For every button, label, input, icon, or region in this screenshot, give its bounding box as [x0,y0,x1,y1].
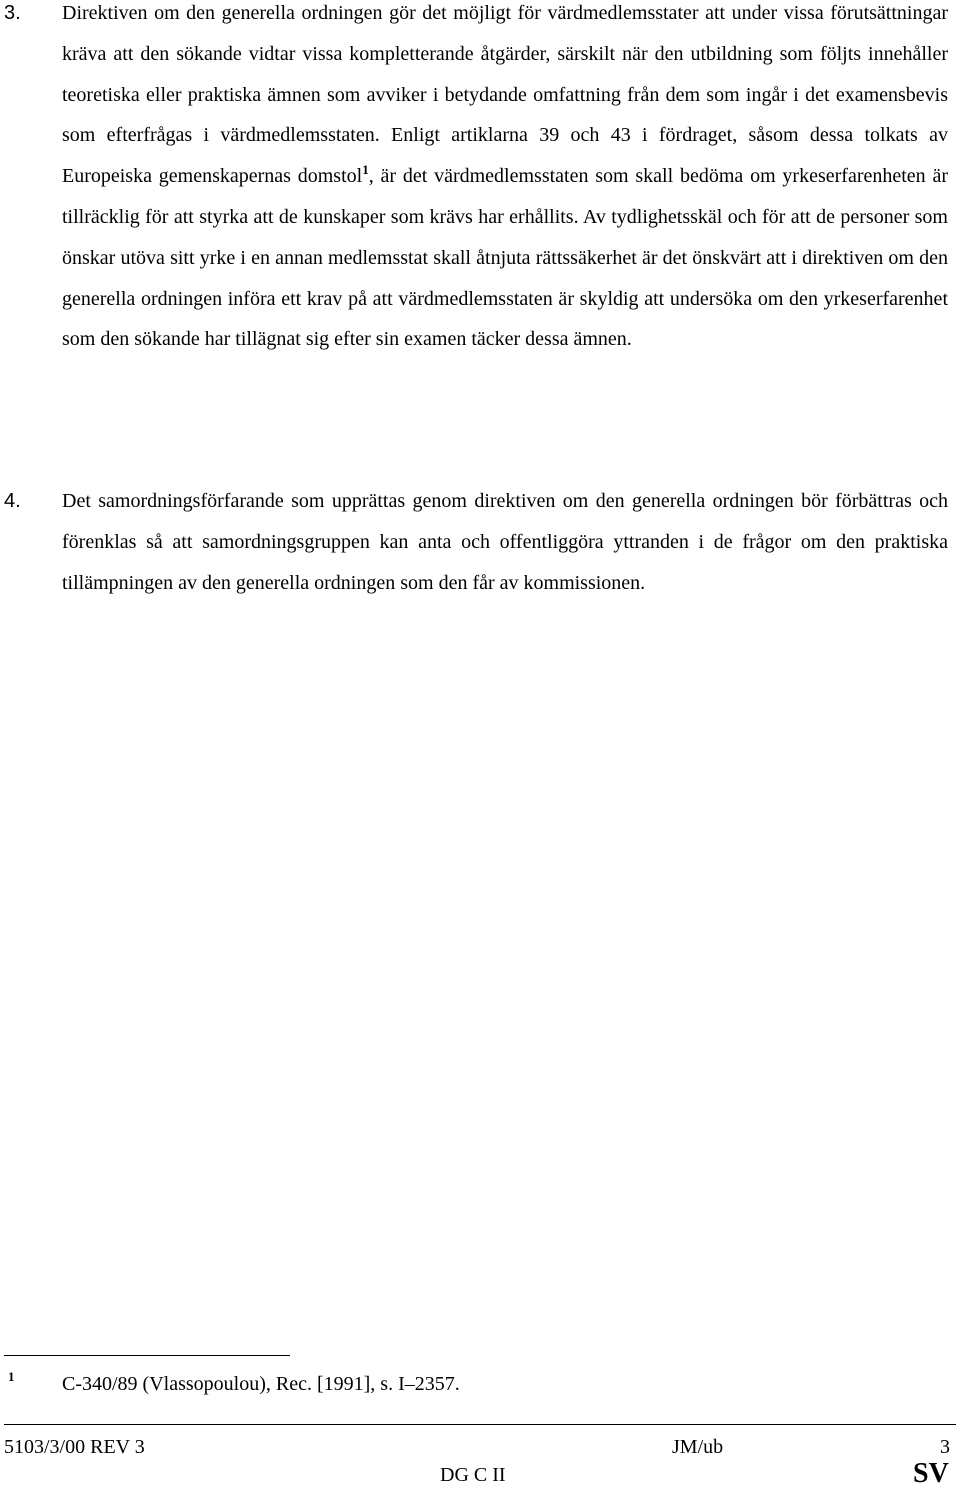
department-code: DG C II [440,1464,506,1486]
paragraph-text [62,0,948,360]
paragraph-number: 4. [4,490,21,512]
document-reference: 5103/3/00 REV 3 [4,1436,145,1458]
paragraph-4 [0,481,960,603]
language-code: SV [913,1458,949,1489]
footnote-reference[interactable]: 1 [362,161,369,177]
footer-separator [4,1424,956,1425]
author-initials: JM/ub [672,1436,724,1458]
footnote-text: C-340/89 (Vlassopoulou), Rec. [1991], s. I–2357. [62,1373,460,1395]
page-number: 3 [940,1436,950,1458]
paragraph-3 [0,0,960,360]
paragraph-text: Det samordningsförfarande som upprättas genom direktiven om den generella ordningen bör förbättras och förenklas så att samordningsgruppen kan anta och offentliggöra yttranden i de frågor om den praktiska tillämpningen av den generella ordningen som den får av kommissionen. [62,490,948,594]
paragraph-text-part: Direktiven om den generella ordningen gör det möjligt för värdmedlemsstater att under vissa förutsättningar kräva att den sökande vidtar vissa kompletterande åtgärder, särskilt när den utbildning som följts innehåller teoretiska eller praktiska ämnen som avviker i betydande omfattning från dem som ingår i det examensbevis som efterfrågas i värdmedlemsstaten. Enligt artiklarna 39 och 43 i fördraget, såsom dessa tolkats av Europeiska gemenskapernas domstol [62,2,948,188]
paragraph-number: 3. [4,2,21,24]
paragraph-text-part: , är det värdmedlemsstaten som skall bedöma om yrkeserfarenheten är tillräcklig för att styrka att de kunskaper som krävs har erhållits. Av tydlighetsskäl och för att de personer som önskar utöva sitt yrke i en annan medlemsstat skall åtnjuta rättssäkerhet är det önskvärt att i direktiven om den generella ordningen införa ett krav på att värdmedlemsstaten är skyldig att undersöka om den yrkeserfarenhet som den sökande har tillägnat sig efter sin examen täcker dessa ämnen. [62,165,949,351]
footnote-number: 1 [8,1369,15,1384]
footnote-separator [4,1355,290,1356]
